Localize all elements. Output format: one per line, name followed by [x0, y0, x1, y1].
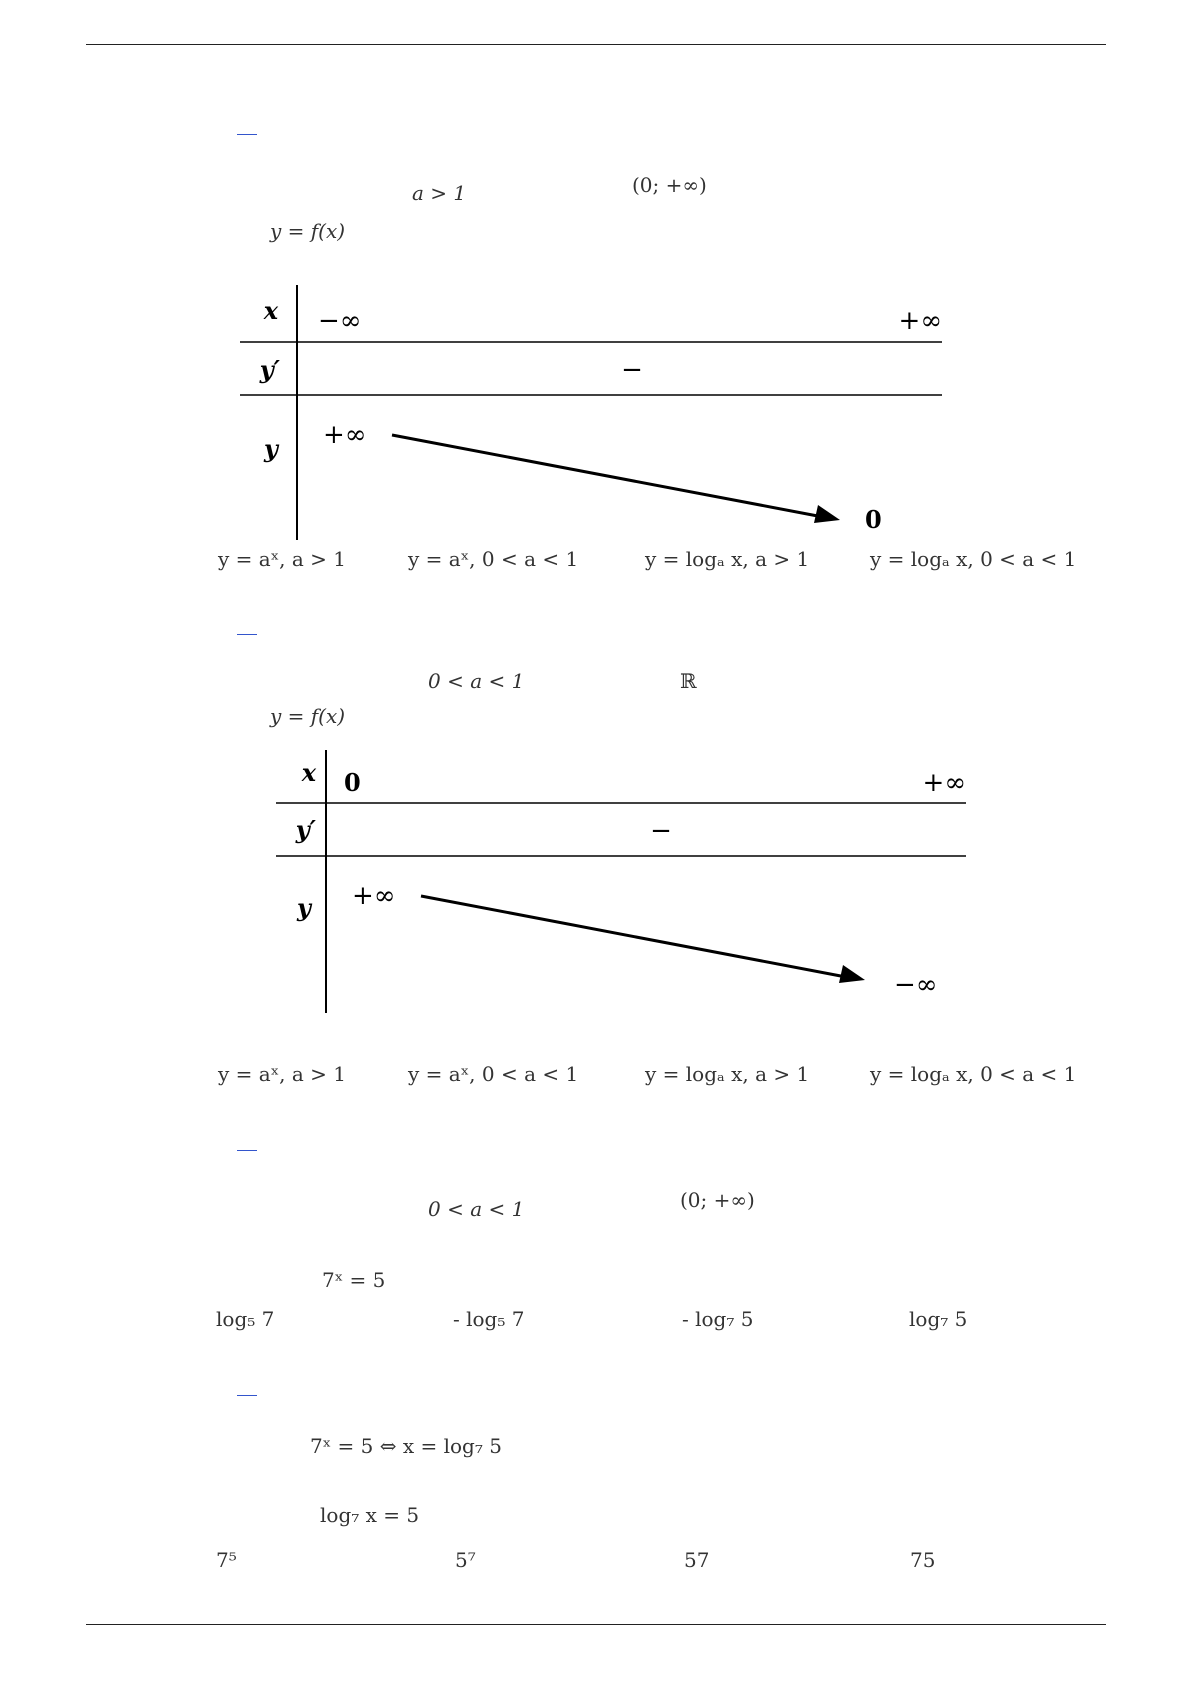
y-end: −∞	[894, 970, 938, 1000]
row-label-y: y	[297, 893, 311, 922]
y-end: 0	[865, 505, 882, 534]
arrow-head	[839, 965, 865, 983]
x-end: +∞	[898, 306, 942, 336]
function-label: y = f(x)	[270, 219, 346, 243]
function-label: y = f(x)	[270, 704, 346, 728]
option-c[interactable]: 57	[684, 1548, 710, 1572]
footer-rule	[86, 1624, 1106, 1625]
derivative-sign: −	[621, 355, 643, 385]
option-b[interactable]: 5⁷	[455, 1548, 476, 1572]
decreasing-arrow	[392, 435, 823, 517]
question-link[interactable]	[237, 134, 257, 135]
option-b[interactable]: - log₅ 7	[453, 1307, 525, 1331]
arrow-head	[814, 505, 840, 523]
row-label-y: y	[264, 434, 278, 463]
question-link[interactable]	[237, 634, 257, 635]
question-link[interactable]	[237, 1395, 257, 1396]
row-label-x: x	[301, 758, 316, 787]
option-a[interactable]: y = aˣ, a > 1	[218, 1062, 347, 1086]
question-link[interactable]	[237, 1150, 257, 1151]
condition: 0 < a < 1	[428, 669, 525, 693]
condition: 0 < a < 1	[428, 1197, 525, 1221]
option-d[interactable]: 75	[910, 1548, 936, 1572]
option-c[interactable]: - log₇ 5	[682, 1307, 754, 1331]
option-d[interactable]: log₇ 5	[909, 1307, 968, 1331]
equation: log₇ x = 5	[320, 1503, 420, 1527]
solution-line: 7ˣ = 5 ⇔ x = log₇ 5	[310, 1434, 502, 1458]
variation-table	[240, 285, 950, 540]
equation: 7ˣ = 5	[322, 1268, 386, 1292]
condition: a > 1	[412, 181, 467, 205]
option-d[interactable]: y = logₐ x, 0 < a < 1	[870, 1062, 1077, 1086]
domain-symbol: ℝ	[680, 669, 697, 693]
option-c[interactable]: y = logₐ x, a > 1	[645, 1062, 810, 1086]
option-a[interactable]: y = aˣ, a > 1	[218, 547, 347, 571]
option-b[interactable]: y = aˣ, 0 < a < 1	[408, 547, 579, 571]
interval: (0; +∞)	[680, 1188, 755, 1212]
interval: (0; +∞)	[632, 173, 707, 197]
x-start: 0	[344, 768, 361, 797]
decreasing-arrow	[421, 896, 846, 977]
row-label-derivative: y′	[295, 815, 316, 844]
y-start: +∞	[323, 420, 367, 450]
header-rule	[86, 44, 1106, 45]
y-start: +∞	[352, 881, 396, 911]
x-start: −∞	[318, 306, 362, 336]
variation-table	[276, 750, 976, 1015]
derivative-sign: −	[650, 816, 672, 846]
row-label-derivative: y′	[259, 355, 280, 384]
x-end: +∞	[922, 768, 966, 798]
option-b[interactable]: y = aˣ, 0 < a < 1	[408, 1062, 579, 1086]
option-a[interactable]: 7⁵	[216, 1548, 237, 1572]
row-label-x: x	[263, 296, 278, 325]
option-c[interactable]: y = logₐ x, a > 1	[645, 547, 810, 571]
option-d[interactable]: y = logₐ x, 0 < a < 1	[870, 547, 1077, 571]
option-a[interactable]: log₅ 7	[216, 1307, 275, 1331]
